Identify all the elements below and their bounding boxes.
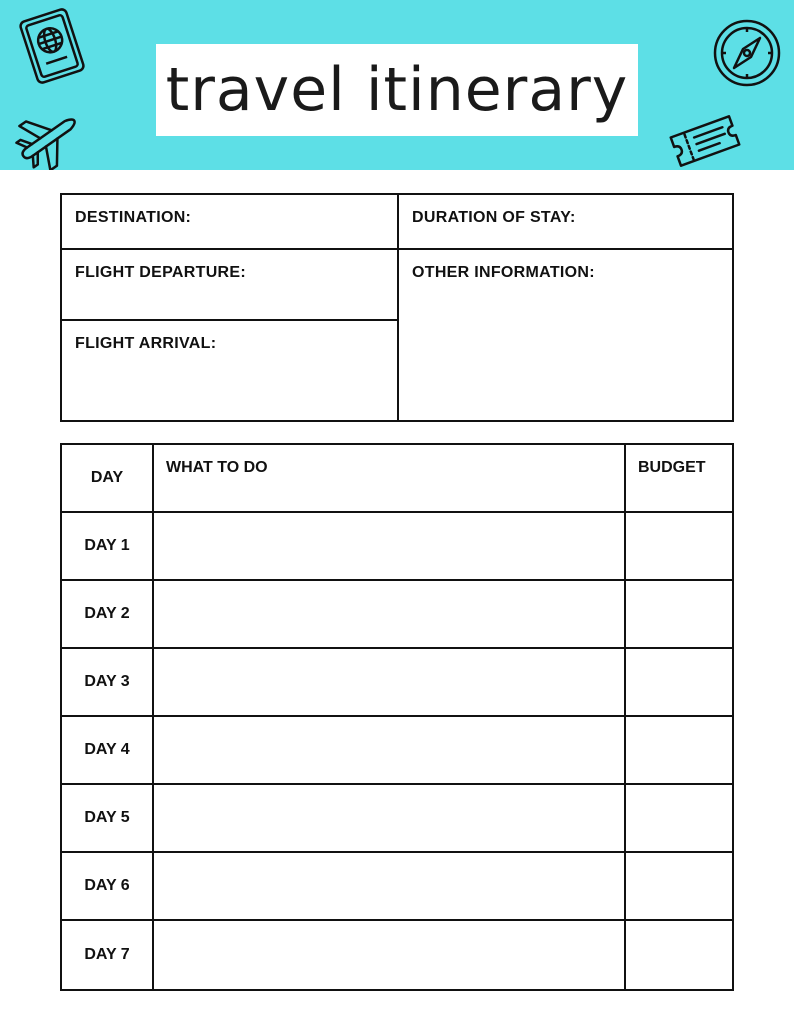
day-3-budget-cell[interactable] bbox=[625, 648, 733, 716]
day-7-plan-cell[interactable] bbox=[153, 920, 625, 990]
day-2-label: DAY 2 bbox=[61, 580, 153, 648]
day-1-plan-cell[interactable] bbox=[153, 512, 625, 580]
day-1-label: DAY 1 bbox=[61, 512, 153, 580]
day-header: DAY bbox=[61, 444, 153, 512]
table-row bbox=[61, 852, 733, 920]
day-7-label: DAY 7 bbox=[61, 920, 153, 990]
day-5-budget-cell[interactable] bbox=[625, 784, 733, 852]
day-4-plan-cell[interactable] bbox=[153, 716, 625, 784]
day-5-plan-cell[interactable] bbox=[153, 784, 625, 852]
day-6-label: DAY 6 bbox=[61, 852, 153, 920]
table-row bbox=[61, 648, 733, 716]
day-3-label: DAY 3 bbox=[61, 648, 153, 716]
table-row bbox=[61, 920, 733, 990]
day-3-plan-cell[interactable] bbox=[153, 648, 625, 716]
day-6-budget-cell[interactable] bbox=[625, 852, 733, 920]
table-row bbox=[61, 716, 733, 784]
airplane-icon bbox=[14, 108, 82, 170]
duration-label: DURATION OF STAY: bbox=[412, 209, 576, 226]
flight-departure-label: FLIGHT DEPARTURE: bbox=[75, 264, 247, 281]
table-row bbox=[61, 784, 733, 852]
flight-arrival-label: FLIGHT ARRIVAL: bbox=[75, 335, 217, 352]
page-title: travel itinerary bbox=[165, 55, 629, 125]
day-5-label: DAY 5 bbox=[61, 784, 153, 852]
flight-departure-field[interactable] bbox=[62, 250, 397, 319]
day-2-plan-cell[interactable] bbox=[153, 580, 625, 648]
table-row bbox=[61, 580, 733, 648]
destination-field[interactable] bbox=[62, 195, 397, 248]
day-4-budget-cell[interactable] bbox=[625, 716, 733, 784]
duration-field[interactable] bbox=[399, 195, 732, 248]
compass-icon bbox=[712, 18, 782, 88]
passport-icon bbox=[14, 6, 90, 86]
destination-label: DESTINATION: bbox=[75, 209, 192, 226]
what-to-do-header: WHAT TO DO bbox=[153, 444, 625, 512]
budget-header: BUDGET bbox=[625, 444, 733, 512]
table-row bbox=[61, 512, 733, 580]
title-box bbox=[156, 44, 638, 136]
day-7-budget-cell[interactable] bbox=[625, 920, 733, 990]
header-banner bbox=[0, 0, 794, 170]
trip-info-table bbox=[60, 193, 734, 422]
daily-schedule-table bbox=[60, 443, 734, 991]
day-1-budget-cell[interactable] bbox=[625, 512, 733, 580]
flight-arrival-field[interactable] bbox=[62, 321, 397, 420]
ticket-icon bbox=[668, 112, 742, 170]
other-info-field[interactable] bbox=[399, 250, 732, 420]
day-6-plan-cell[interactable] bbox=[153, 852, 625, 920]
other-info-label: OTHER INFORMATION: bbox=[412, 264, 595, 281]
schedule-header-row bbox=[61, 444, 733, 512]
day-2-budget-cell[interactable] bbox=[625, 580, 733, 648]
day-4-label: DAY 4 bbox=[61, 716, 153, 784]
